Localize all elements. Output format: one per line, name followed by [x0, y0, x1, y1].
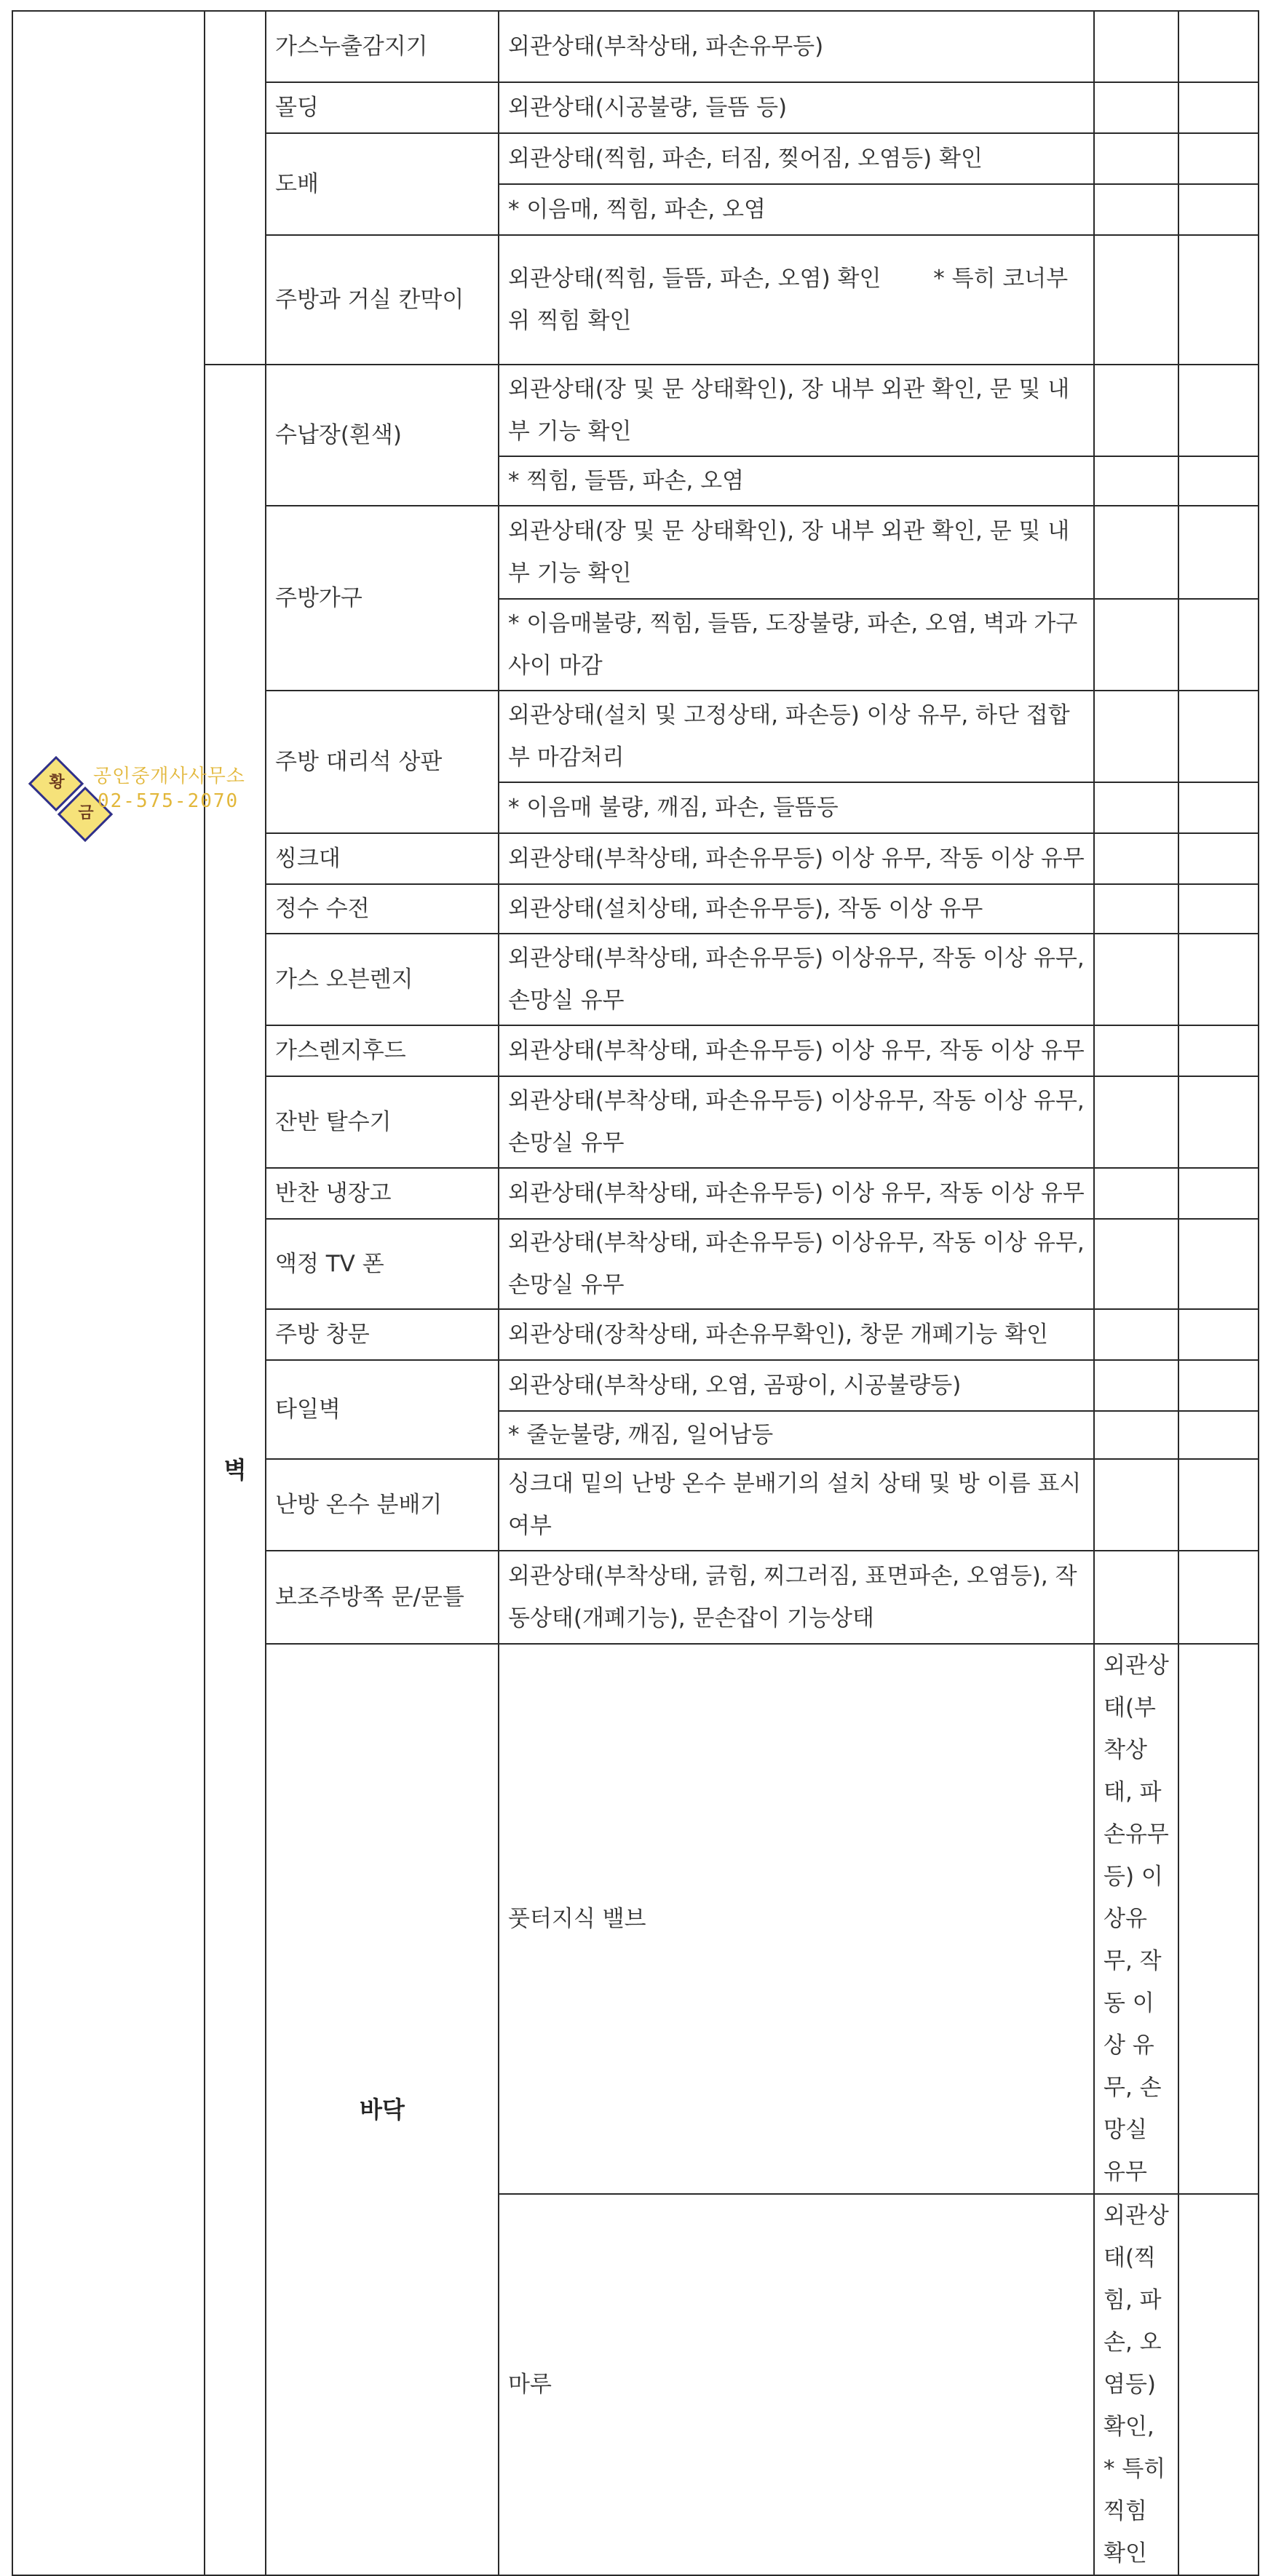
check-box[interactable] — [1094, 691, 1178, 782]
check-desc: 외관상태(설치상태, 파손유무등), 작동 이상 유무 — [499, 884, 1094, 934]
item-name: 씽크대 — [266, 833, 499, 884]
check-box[interactable] — [1094, 782, 1178, 833]
check-desc: 외관상태(부착상태, 파손유무등) 이상 유무, 작동 이상 유무 — [499, 1025, 1094, 1076]
check-desc: 외관상태(장 및 문 상태확인), 장 내부 외관 확인, 문 및 내부 기능 확인 — [499, 365, 1094, 456]
check-box[interactable] — [1094, 235, 1178, 365]
check-desc: 외관상태(설치 및 고정상태, 파손등) 이상 유무, 하단 접합부 마감처리 — [499, 691, 1094, 782]
check-desc: 외관상태(찍힘, 들뜸, 파손, 오염) 확인 * 특히 코너부위 찍힘 확인 — [499, 235, 1094, 365]
item-name: 반찬 냉장고 — [266, 1168, 499, 1219]
check-desc: 외관상태(찍힘, 파손, 오염등) 확인, * 특히 찍힘 확인 — [1094, 2194, 1178, 2575]
item-name: 가스렌지후드 — [266, 1025, 499, 1076]
item-name: 타일벽 — [266, 1360, 499, 1459]
note-box[interactable] — [1178, 1459, 1259, 1551]
check-box[interactable] — [1094, 1459, 1178, 1551]
check-desc: 외관상태(부착상태, 파손유무등) 이상 유무, 작동 이상 유무 — [499, 1168, 1094, 1219]
note-box[interactable] — [1178, 1360, 1259, 1411]
check-box[interactable] — [1094, 884, 1178, 934]
note-box[interactable] — [1178, 1551, 1259, 1644]
check-desc: * 찍힘, 들뜸, 파손, 오염 — [499, 456, 1094, 506]
note-box[interactable] — [1178, 934, 1259, 1025]
item-name: 잔반 탈수기 — [266, 1076, 499, 1168]
check-desc: 외관상태(부착상태, 파손유무등) 이상유무, 작동 이상 유무, 손망실 유무 — [499, 1076, 1094, 1168]
item-name: 풋터지식 밸브 — [499, 1644, 1094, 2194]
item-name: 보조주방쪽 문/문틀 — [266, 1551, 499, 1644]
item-name: 마루 — [499, 2194, 1094, 2575]
item-name: 난방 온수 분배기 — [266, 1459, 499, 1551]
check-box[interactable] — [1094, 506, 1178, 599]
check-desc: 외관상태(부착상태, 오염, 곰팡이, 시공불량등) — [499, 1360, 1094, 1411]
check-desc: 외관상태(찍힘, 파손, 터짐, 찢어짐, 오염등) 확인 — [499, 133, 1094, 184]
check-box[interactable] — [1094, 1411, 1178, 1459]
check-box[interactable] — [1094, 1219, 1178, 1309]
logo-char: 황 — [49, 774, 65, 792]
inspection-table — [12, 10, 1259, 2576]
item-name: 주방가구 — [266, 506, 499, 691]
check-box[interactable] — [1094, 1309, 1178, 1360]
item-name: 수납장(흰색) — [266, 365, 499, 506]
section-cell — [12, 11, 205, 2575]
check-box[interactable] — [1094, 133, 1178, 184]
check-desc: 외관상태(부착상태, 파손유무등) 이상 유무, 작동 이상 유무 — [499, 833, 1094, 884]
note-box[interactable] — [1178, 133, 1259, 184]
note-box[interactable] — [1178, 506, 1259, 599]
logo-char: 금 — [78, 804, 94, 822]
check-desc: 싱크대 밑의 난방 온수 분배기의 설치 상태 및 방 이름 표시 여부 — [499, 1459, 1094, 1551]
logo-phone: 02-575-2070 — [98, 790, 239, 812]
category-wall: 벽 — [205, 365, 266, 2575]
check-box[interactable] — [1094, 934, 1178, 1025]
check-desc: * 줄눈불량, 깨짐, 일어남등 — [499, 1411, 1094, 1459]
check-box[interactable] — [1094, 1360, 1178, 1411]
note-box[interactable] — [1178, 1219, 1259, 1309]
check-desc: * 이음매 불량, 깨짐, 파손, 들뜸등 — [499, 782, 1094, 833]
item-name: 가스 오븐렌지 — [266, 934, 499, 1025]
check-box[interactable] — [1178, 1644, 1259, 2194]
category-floor: 바닥 — [266, 1644, 499, 2575]
check-desc: * 이음매불량, 찍힘, 들뜸, 도장불량, 파손, 오염, 벽과 가구 사이 마감 — [499, 599, 1094, 691]
check-box[interactable] — [1094, 456, 1178, 506]
check-box[interactable] — [1094, 833, 1178, 884]
realtor-logo — [28, 755, 275, 850]
note-box[interactable] — [1178, 1076, 1259, 1168]
item-name: 주방 창문 — [266, 1309, 499, 1360]
check-desc: 외관상태(시공불량, 들뜸 등) — [499, 82, 1094, 133]
item-name: 액정 TV 폰 — [266, 1219, 499, 1309]
note-box[interactable] — [1178, 235, 1259, 365]
note-box[interactable] — [1178, 456, 1259, 506]
check-desc: 외관상태(부착상태, 파손유무등) — [499, 11, 1094, 82]
item-name: 몰딩 — [266, 82, 499, 133]
note-box[interactable] — [1178, 184, 1259, 235]
check-box[interactable] — [1094, 599, 1178, 691]
note-box[interactable] — [1178, 782, 1259, 833]
logo-name: 공인중개사사무소 — [93, 766, 245, 787]
check-desc: 외관상태(부착상태, 파손유무등) 이상유무, 작동 이상 유무, 손망실 유무 — [499, 1219, 1094, 1309]
note-box[interactable] — [1178, 82, 1259, 133]
note-box[interactable] — [1178, 884, 1259, 934]
check-box[interactable] — [1094, 1551, 1178, 1644]
check-desc: 외관상태(장 및 문 상태확인), 장 내부 외관 확인, 문 및 내부 기능 확인 — [499, 506, 1094, 599]
note-box[interactable] — [1178, 11, 1259, 82]
note-box[interactable] — [1178, 833, 1259, 884]
item-name: 도배 — [266, 133, 499, 235]
item-name: 주방 대리석 상판 — [266, 691, 499, 833]
item-name: 정수 수전 — [266, 884, 499, 934]
check-box[interactable] — [1094, 11, 1178, 82]
check-box[interactable] — [1094, 1076, 1178, 1168]
check-box[interactable] — [1094, 82, 1178, 133]
note-box[interactable] — [1178, 691, 1259, 782]
item-name: 가스누출감지기 — [266, 11, 499, 82]
note-box[interactable] — [1178, 1411, 1259, 1459]
check-box[interactable] — [1094, 1025, 1178, 1076]
blank-category-cell — [205, 11, 266, 365]
check-box[interactable] — [1094, 1168, 1178, 1219]
note-box[interactable] — [1178, 1025, 1259, 1076]
note-box[interactable] — [1178, 1309, 1259, 1360]
check-box[interactable] — [1178, 2194, 1259, 2575]
check-desc: 외관상태(부착상태, 파손유무등) 이상유무, 작동 이상 유무, 손망실 유무 — [499, 934, 1094, 1025]
check-desc: 외관상태(부착상태, 긁힘, 찌그러짐, 표면파손, 오염등), 작동상태(개폐기능), 문손잡이 기능상태 — [499, 1551, 1094, 1644]
check-desc: * 이음매, 찍힘, 파손, 오염 — [499, 184, 1094, 235]
note-box[interactable] — [1178, 599, 1259, 691]
item-name: 주방과 거실 칸막이 — [266, 235, 499, 365]
check-box[interactable] — [1094, 365, 1178, 456]
table-row — [12, 11, 1259, 82]
check-desc: 외관상태(부착상태, 파손유무등) 이상유무, 작동 이상 유무, 손망실 유무 — [1094, 1644, 1178, 2194]
note-box[interactable] — [1178, 365, 1259, 456]
check-desc: 외관상태(장착상태, 파손유무확인), 창문 개폐기능 확인 — [499, 1309, 1094, 1360]
note-box[interactable] — [1178, 1168, 1259, 1219]
check-box[interactable] — [1094, 184, 1178, 235]
